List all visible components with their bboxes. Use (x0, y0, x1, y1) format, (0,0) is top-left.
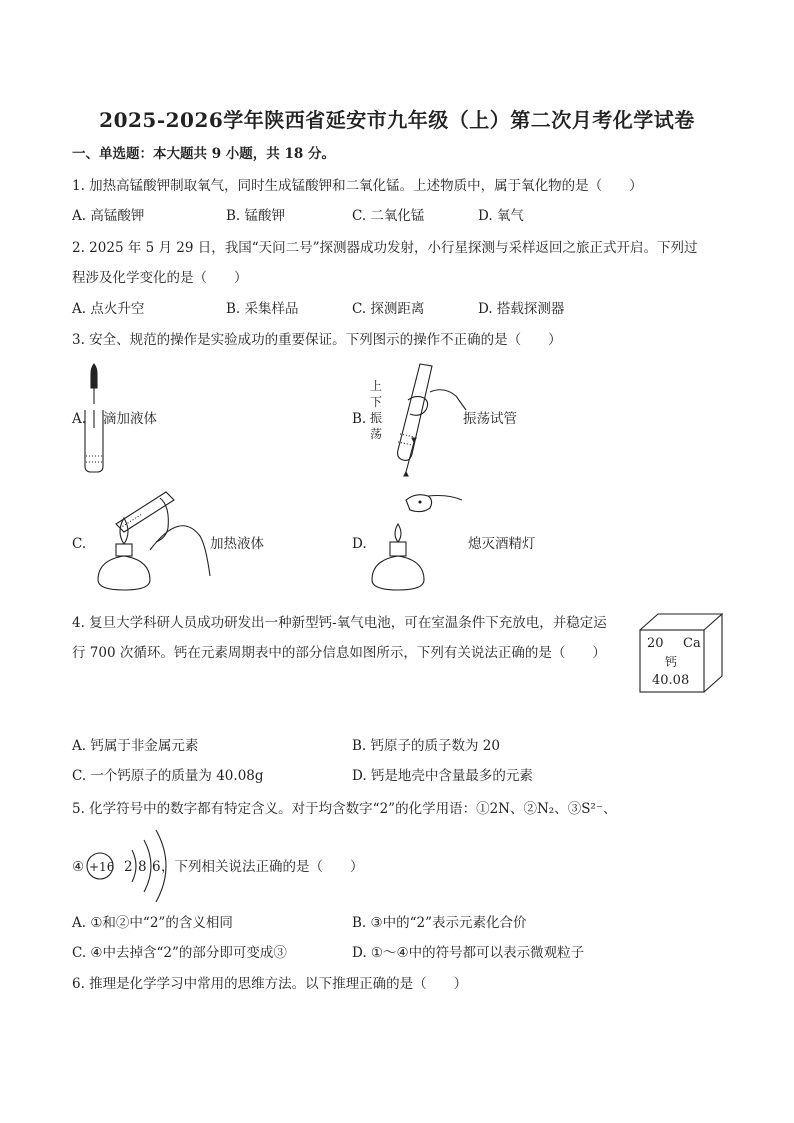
q2-option-c: C. 探测距离 (352, 301, 425, 317)
q5-item-4-marker: ④ (72, 859, 85, 875)
q3-option-b-label: 振荡试管 (463, 411, 517, 427)
question-1-stem: 1. 加热高锰酸钾制取氧气，同时生成锰酸钾和二氧化锰。上述物质中，属于氧化物的是（ ） (72, 178, 643, 194)
question-4-stem-line1: 4. 复旦大学科研人员成功研发出一种新型钙-氧气电池，可在室温条件下充放电，并稳定运 (72, 615, 607, 631)
q2-option-a: A. 点火升空 (72, 301, 145, 317)
shell-3-electrons: 6 (152, 859, 161, 875)
q4-option-b: B. 钙原子的质子数为 20 (352, 738, 500, 754)
question-4-stem-line2: 行 700 次循环。钙在元素周期表中的部分信息如图所示，下列有关说法正确的是（ ） (72, 645, 606, 661)
question-2-stem-line2: 程涉及化学变化的是（ ） (72, 270, 248, 286)
element-name: 钙 (665, 655, 678, 669)
q5-option-a: A. ①和②中“2”的含义相同 (72, 915, 233, 931)
q3-option-d-letter: D. (352, 536, 367, 552)
q1-option-b: B. 锰酸钾 (226, 208, 286, 224)
element-atomic-number: 20 (647, 636, 664, 651)
question-3-stem: 3. 安全、规范的操作是实验成功的重要保证。下列图示的操作不正确的是（ ） (72, 332, 562, 348)
shell-1-electrons: 2 (124, 859, 133, 875)
q3-b-vertical-text: 上 下 振 荡 (370, 379, 383, 441)
question-6-stem: 6. 推理是化学学习中常用的思维方法。以下推理正确的是（ ） (72, 976, 468, 992)
question-2-stem-line1: 2. 2025 年 5 月 29 日，我国“天问二号”探测器成功发射，小行星探测与采样返回之旅正式开启。下列过 (72, 240, 698, 256)
q3-option-b-letter: B. (352, 411, 367, 427)
shell-2-electrons: 8 (138, 859, 147, 875)
q3-option-a-letter: A. (72, 411, 87, 427)
q1-option-a: A. 高锰酸钾 (72, 208, 145, 224)
section-heading: 一、单选题：本大题共 9 小题，共 18 分。 (72, 146, 335, 162)
q5-option-b: B. ③中的“2”表示元素化合价 (352, 915, 527, 931)
q1-option-c: C. 二氧化锰 (352, 208, 425, 224)
q3-option-a-label: 滴加液体 (103, 411, 157, 427)
element-atomic-mass: 40.08 (652, 673, 690, 688)
page-title: 2025-2026学年陕西省延安市九年级（上）第二次月考化学试卷 (99, 108, 695, 132)
q2-option-d: D. 搭载探测器 (478, 301, 565, 317)
q4-option-d: D. 钙是地壳中含量最多的元素 (352, 768, 533, 784)
question-5-stem-line1: 5. 化学符号中的数字都有特定含义。对于均含数字“2”的化学用语：①2N、②N₂、③S²⁻、 (72, 801, 617, 817)
q4-option-a: A. 钙属于非金属元素 (72, 738, 199, 754)
q3-option-c-label: 加热液体 (210, 536, 264, 552)
q5-option-c: C. ④中去掉含“2”的部分即可变成③ (72, 945, 287, 961)
q5-option-d: D. ①～④中的符号都可以表示微观粒子 (352, 945, 585, 961)
question-5-stem-line2: ，下列相关说法正确的是（ ） (161, 859, 364, 875)
q3-option-c-letter: C. (72, 536, 87, 552)
element-symbol: Ca (683, 636, 701, 651)
q3-option-d-label: 熄灭酒精灯 (468, 536, 536, 552)
q2-option-b: B. 采集样品 (226, 301, 299, 317)
heating-liquid-illustration (90, 488, 212, 596)
nucleus-charge: +16 (89, 860, 115, 874)
q4-option-c: C. 一个钙原子的质量为 40.08g (72, 768, 264, 784)
shaking-test-tube-illustration (386, 362, 466, 474)
q1-option-d: D. 氧气 (478, 208, 524, 224)
blowing-out-lamp-illustration (366, 488, 466, 596)
